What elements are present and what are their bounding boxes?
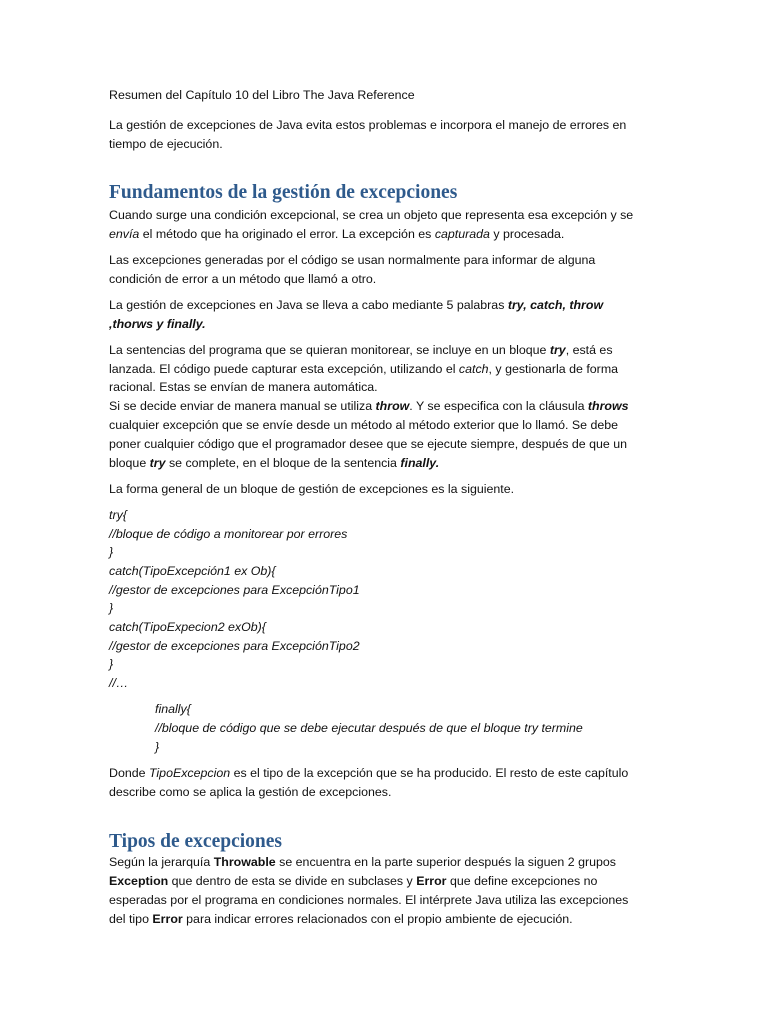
s1-p4-line-4: Si se decide enviar de manera manual se utiliza throw. Y se especifica con la cláusula throws — [109, 399, 629, 413]
section-heading-fundamentos: Fundamentos de la gestión de excepciones — [109, 182, 458, 203]
s1-p3-line-2: ,thorws y finally. — [109, 317, 206, 331]
s2-p1-line-2: Exception que dentro de esta se divide en subclases y Error que define excepciones no — [109, 874, 598, 888]
code-indented-line-2: //bloque de código que se debe ejecutar después de que el bloque try termine — [155, 721, 583, 735]
s1-p1-line-2: envía el método que ha originado el error. La excepción es capturada y procesada. — [109, 227, 565, 241]
document-title: Resumen del Capítulo 10 del Libro The Java Reference — [109, 88, 415, 102]
s1-p4-line-1: La sentencias del programa que se quieran monitorear, se incluye en un bloque try, está es — [109, 343, 613, 357]
s2-p1-line-3: esperadas por el programa en condiciones normales. El intérprete Java utiliza las excepciones — [109, 893, 629, 907]
intro-line-2: tiempo de ejecución. — [109, 137, 223, 151]
code-line-9: } — [109, 657, 114, 671]
s1-p5: La forma general de un bloque de gestión de excepciones es la siguiente. — [109, 482, 515, 496]
s2-p1-line-1: Según la jerarquía Throwable se encuentra en la parte superior después la siguen 2 grupos — [109, 855, 616, 869]
code-line-4: catch(TipoExcepción1 ex Ob){ — [109, 564, 276, 578]
code-line-1: try{ — [109, 508, 127, 522]
code-line-10: //… — [109, 676, 129, 690]
code-indented-line-3: } — [155, 740, 160, 754]
s1-p4-line-7: bloque try se complete, en el bloque de la sentencia finally. — [109, 456, 440, 470]
code-line-5: //gestor de excepciones para ExcepciónTipo1 — [109, 583, 360, 597]
s1-p4-line-5: cualquier excepción que se envíe desde un método al método exterior que lo llamó. Se debe — [109, 418, 619, 432]
s1-p4-line-6: poner cualquier código que el programador desee que se ejecute siempre, después de que un — [109, 437, 628, 451]
intro-line-1: La gestión de excepciones de Java evita estos problemas e incorpora el manejo de errores en — [109, 118, 627, 132]
code-line-7: catch(TipoExpecion2 exOb){ — [109, 620, 266, 634]
s1-p1-line-1: Cuando surge una condición excepcional, se crea un objeto que representa esa excepción y se — [109, 208, 634, 222]
s1-p2-line-2: condición de error a un método que llamó a otro. — [109, 272, 377, 286]
s1-p3-line-1: La gestión de excepciones en Java se lleva a cabo mediante 5 palabras try, catch, throw — [109, 298, 604, 312]
code-line-6: } — [109, 601, 114, 615]
s2-p1-line-4: del tipo Error para indicar errores relacionados con el propio ambiente de ejecución. — [109, 912, 573, 926]
s1-p4-line-2: lanzada. El código puede capturar esta excepción, utilizando el catch, y gestionarla de forma — [109, 362, 619, 376]
s1-p6-line-2: describe como se aplica la gestión de excepciones. — [109, 785, 392, 799]
code-line-8: //gestor de excepciones para ExcepciónTipo2 — [109, 639, 360, 653]
section-heading-tipos: Tipos de excepciones — [109, 831, 282, 852]
code-line-3: } — [109, 545, 114, 559]
s1-p6-line-1: Donde TipoExcepcion es el tipo de la excepción que se ha producido. El resto de este capítulo — [109, 766, 629, 780]
code-indented-line-1: finally{ — [155, 702, 191, 716]
s1-p4-line-3: racional. Estas se envían de manera automática. — [109, 380, 378, 394]
code-line-2: //bloque de código a monitorear por errores — [109, 527, 348, 541]
s1-p2-line-1: Las excepciones generadas por el código se usan normalmente para informar de alguna — [109, 253, 596, 267]
